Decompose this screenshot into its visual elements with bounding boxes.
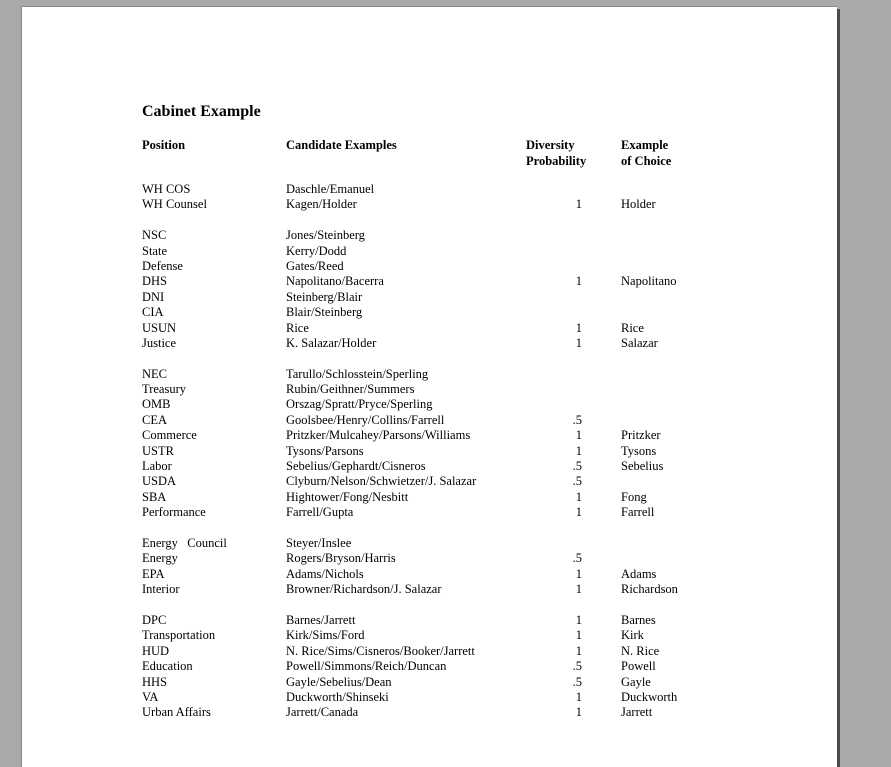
candidates-cell: Gates/Reed	[286, 258, 344, 273]
position-cell: Interior	[142, 582, 180, 597]
probability-cell: 1	[575, 643, 582, 658]
probability-cell: 1	[575, 689, 582, 704]
table-row	[22, 336, 837, 351]
probability-cell: 1	[575, 705, 582, 720]
position-cell: WH COS	[142, 182, 191, 196]
table-row	[22, 459, 837, 474]
candidates-cell: Barnes/Jarrett	[286, 612, 356, 627]
candidates-cell: Kirk/Sims/Ford	[286, 628, 365, 643]
probability-cell: .5	[572, 412, 582, 427]
probability-cell: .5	[572, 459, 582, 474]
candidates-cell: Gayle/Sebelius/Dean	[286, 674, 392, 689]
choice-cell: Kirk	[621, 628, 644, 643]
position-cell: Justice	[142, 335, 177, 350]
choice-cell: N. Rice	[621, 643, 660, 658]
position-cell: HUD	[142, 643, 170, 658]
table-row	[22, 367, 837, 382]
choice-cell: Rice	[621, 320, 644, 335]
position-cell: Commerce	[142, 428, 197, 443]
position-cell: DNI	[142, 289, 165, 304]
position-cell: EPA	[142, 566, 165, 581]
probability-cell: 1	[575, 628, 582, 643]
position-cell: Energy Council	[142, 535, 227, 550]
position-cell: NEC	[142, 366, 167, 381]
table-row	[22, 274, 837, 289]
candidates-cell: Pritzker/Mulcahey/Parsons/Williams	[286, 428, 471, 443]
position-cell: Urban Affairs	[142, 705, 211, 720]
position-cell: USUN	[142, 320, 177, 335]
probability-cell: 1	[575, 489, 582, 504]
table-row	[22, 244, 837, 259]
position-cell: Performance	[142, 505, 206, 520]
probability-cell: 1	[575, 582, 582, 597]
table-row	[22, 505, 837, 520]
position-cell: CEA	[142, 412, 167, 427]
choice-cell: Farrell	[621, 505, 655, 520]
position-cell: SBA	[142, 489, 167, 504]
position-cell: Transportation	[142, 628, 216, 643]
probability-cell: 1	[575, 197, 582, 212]
candidates-cell: Jarrett/Canada	[286, 705, 359, 720]
choice-cell: Jarrett	[621, 705, 653, 720]
candidates-cell: K. Salazar/Holder	[286, 335, 377, 350]
candidates-cell: Kagen/Holder	[286, 197, 357, 212]
position-cell: OMB	[142, 397, 171, 412]
table-row	[22, 613, 837, 628]
table-row	[22, 228, 837, 243]
document-page	[21, 6, 837, 767]
header-position	[142, 137, 185, 153]
candidates-cell: Adams/Nichols	[286, 566, 364, 581]
candidates-cell: Sebelius/Gephardt/Cisneros	[286, 459, 426, 474]
table-row	[22, 536, 837, 551]
header-choice-line-2: of Choice	[621, 154, 672, 168]
table-row	[22, 382, 837, 397]
document-title: Cabinet Example	[142, 103, 261, 120]
table-row	[22, 321, 837, 336]
position-cell: HHS	[142, 674, 168, 689]
position-cell: DHS	[142, 274, 168, 289]
position-cell: Energy	[142, 551, 178, 566]
table-row	[22, 490, 837, 505]
table-row	[22, 582, 837, 597]
table-row	[22, 259, 837, 274]
table-row	[22, 690, 837, 705]
probability-cell: .5	[572, 474, 582, 489]
candidates-cell: Steyer/Inslee	[286, 535, 352, 550]
table-row	[22, 567, 837, 582]
table-row	[22, 628, 837, 643]
probability-cell: 1	[575, 274, 582, 289]
candidates-cell: Clyburn/Nelson/Schwietzer/J. Salazar	[286, 474, 477, 489]
table-row	[22, 182, 837, 197]
candidates-cell: Tysons/Parsons	[286, 443, 364, 458]
candidates-cell: Goolsbee/Henry/Collins/Farrell	[286, 412, 445, 427]
candidates-cell: Orszag/Spratt/Pryce/Sperling	[286, 397, 433, 412]
table-row	[22, 397, 837, 412]
probability-cell: .5	[572, 659, 582, 674]
candidates-cell: N. Rice/Sims/Cisneros/Booker/Jarrett	[286, 643, 475, 658]
candidates-cell: Napolitano/Bacerra	[286, 274, 384, 289]
choice-cell: Duckworth	[621, 689, 678, 704]
probability-cell: .5	[572, 674, 582, 689]
header-probability-line-2: Probability	[526, 154, 587, 168]
candidates-cell: Rogers/Bryson/Harris	[286, 551, 396, 566]
candidates-cell: Daschle/Emanuel	[286, 182, 375, 196]
candidates-cell: Kerry/Dodd	[286, 243, 347, 258]
candidates-cell: Jones/Steinberg	[286, 228, 365, 243]
position-cell: Treasury	[142, 382, 186, 397]
table-row	[22, 659, 837, 674]
table-row	[22, 675, 837, 690]
probability-cell: 1	[575, 566, 582, 581]
choice-cell: Barnes	[621, 612, 656, 627]
candidates-cell: Powell/Simmons/Reich/Duncan	[286, 659, 447, 674]
position-cell: WH Counsel	[142, 197, 207, 212]
probability-cell: 1	[575, 320, 582, 335]
candidates-cell: Farrell/Gupta	[286, 505, 354, 520]
position-cell: Education	[142, 659, 193, 674]
candidates-cell: Rice	[286, 320, 309, 335]
choice-cell: Richardson	[621, 582, 678, 597]
table-row	[22, 474, 837, 489]
table-row	[22, 444, 837, 459]
table-row	[22, 705, 837, 720]
choice-cell: Sebelius	[621, 459, 664, 474]
probability-cell: 1	[575, 505, 582, 520]
choice-cell: Pritzker	[621, 428, 661, 443]
candidates-cell: Hightower/Fong/Nesbitt	[286, 489, 409, 504]
position-cell: USTR	[142, 443, 174, 458]
probability-cell: 1	[575, 443, 582, 458]
position-cell: State	[142, 243, 167, 258]
header-probability-line-1: Diversity	[526, 138, 575, 152]
table-row	[22, 413, 837, 428]
choice-cell: Fong	[621, 489, 647, 504]
candidates-cell: Steinberg/Blair	[286, 289, 363, 304]
position-cell: DPC	[142, 612, 167, 627]
choice-cell: Holder	[621, 197, 656, 212]
choice-cell: Tysons	[621, 443, 657, 458]
probability-cell: 1	[575, 335, 582, 350]
probability-cell: 1	[575, 428, 582, 443]
header-probability	[526, 137, 586, 169]
choice-cell: Gayle	[621, 674, 651, 689]
candidates-cell: Tarullo/Schlosstein/Sperling	[286, 366, 429, 381]
choice-cell: Powell	[621, 659, 656, 674]
choice-cell: Napolitano	[621, 274, 677, 289]
candidates-cell: Duckworth/Shinseki	[286, 689, 389, 704]
table-row	[22, 197, 837, 212]
position-cell: CIA	[142, 305, 164, 320]
table-row	[22, 428, 837, 443]
candidates-cell: Blair/Steinberg	[286, 305, 363, 320]
header-position-line: Position	[142, 138, 186, 152]
table-row	[22, 290, 837, 305]
candidates-cell: Rubin/Geithner/Summers	[286, 382, 415, 397]
table-row	[22, 644, 837, 659]
header-candidates	[286, 137, 397, 153]
choice-cell: Salazar	[621, 335, 658, 350]
position-cell: NSC	[142, 228, 167, 243]
header-choice-line-1: Example	[621, 138, 669, 152]
probability-cell: 1	[575, 612, 582, 627]
position-cell: Labor	[142, 459, 172, 474]
choice-cell: Adams	[621, 566, 657, 581]
candidates-cell: Browner/Richardson/J. Salazar	[286, 582, 442, 597]
position-cell: VA	[142, 689, 159, 704]
table-row	[22, 551, 837, 566]
probability-cell: .5	[572, 551, 582, 566]
cabinet-table	[22, 182, 837, 721]
header-choice	[621, 137, 671, 169]
table-row	[22, 305, 837, 320]
position-cell: Defense	[142, 258, 183, 273]
position-cell: USDA	[142, 474, 177, 489]
header-candidates-line: Candidate Examples	[286, 138, 397, 152]
